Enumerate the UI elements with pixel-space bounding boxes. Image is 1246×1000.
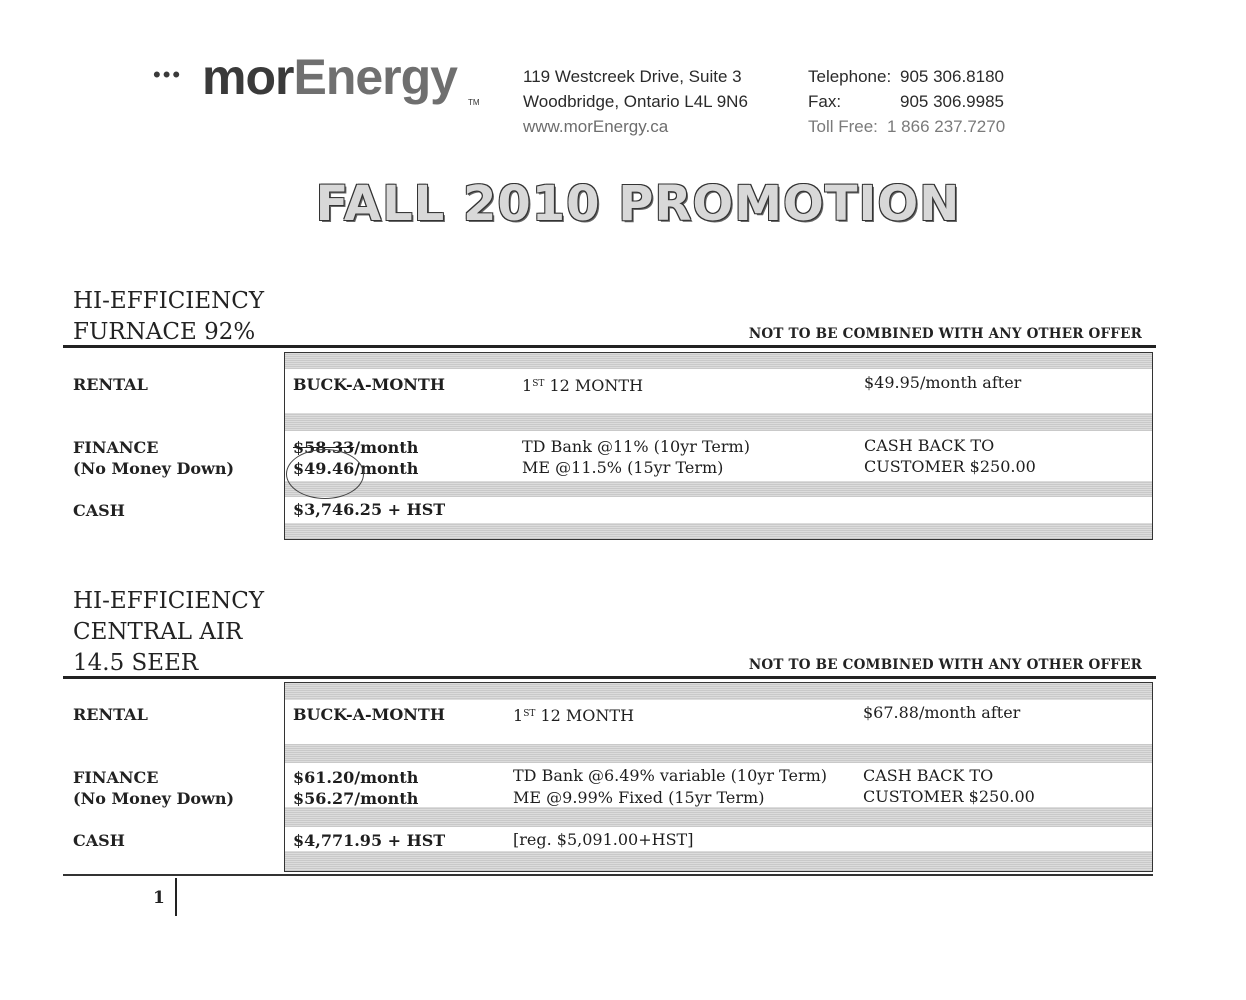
term-text: 12 MONTH bbox=[535, 706, 635, 725]
term-number: 1 bbox=[522, 376, 533, 395]
section-title-central-air bbox=[73, 586, 264, 679]
cashback-line2: CUSTOMER $250.00 bbox=[863, 787, 1035, 806]
cash-label: CASH bbox=[73, 501, 125, 520]
cashback-line2: CUSTOMER $250.00 bbox=[864, 457, 1036, 476]
rental-after-price: $49.95/month after bbox=[864, 373, 1022, 392]
cash-price: $3,746.25 + HST bbox=[293, 500, 446, 519]
page-number: 1 bbox=[153, 888, 165, 908]
page-number-divider bbox=[175, 878, 177, 916]
logo-trademark: TM bbox=[468, 98, 480, 107]
cash-price: $4,771.95 + HST bbox=[293, 831, 446, 850]
section-title-line: CENTRAL AIR bbox=[73, 619, 243, 645]
section-title-line: FURNACE 92% bbox=[73, 319, 256, 345]
finance-label-line2: (No Money Down) bbox=[73, 459, 235, 478]
company-contact bbox=[808, 64, 1005, 139]
finance-terms-2: ME @11.5% (15yr Term) bbox=[522, 458, 724, 477]
finance-label-line1: FINANCE bbox=[73, 768, 159, 787]
tollfree-label: Toll Free: bbox=[808, 117, 878, 136]
term-text: 12 MONTH bbox=[544, 376, 644, 395]
term-ordinal: ST bbox=[532, 379, 545, 389]
fax-number: 905 306.9985 bbox=[900, 92, 1004, 111]
address-line1: 119 Westcreek Drive, Suite 3 bbox=[523, 67, 742, 86]
telephone-number: 905 306.8180 bbox=[900, 67, 1004, 86]
rental-term bbox=[513, 704, 634, 726]
finance-label bbox=[73, 767, 234, 809]
address-line2: Woodbridge, Ontario L4L 9N6 bbox=[523, 92, 748, 111]
finance-label bbox=[73, 437, 234, 479]
website-link[interactable]: www.morEnergy.ca bbox=[523, 117, 669, 136]
rental-after-price: $67.88/month after bbox=[863, 703, 1021, 722]
finance-label-line1: FINANCE bbox=[73, 438, 159, 457]
term-ordinal: ST bbox=[523, 709, 536, 719]
offer-notice: NOT TO BE COMBINED WITH ANY OTHER OFFER bbox=[748, 326, 1142, 342]
logo-dots: ••• bbox=[153, 62, 183, 87]
section-title-line: 14.5 SEER bbox=[73, 650, 199, 676]
tollfree-number: 1 866 237.7270 bbox=[887, 117, 1006, 136]
finance-terms-2: ME @9.99% Fixed (15yr Term) bbox=[513, 788, 765, 807]
finance-price-1: $61.20/month bbox=[293, 768, 419, 787]
price-unit: /month bbox=[354, 438, 419, 457]
rental-plan: BUCK-A-MONTH bbox=[293, 705, 445, 724]
section-rule bbox=[63, 676, 1156, 679]
fax-label: Fax: bbox=[808, 92, 842, 111]
company-logo bbox=[202, 48, 457, 106]
rental-plan: BUCK-A-MONTH bbox=[293, 375, 445, 394]
cashback-line1: CASH BACK TO bbox=[864, 436, 995, 455]
term-number: 1 bbox=[513, 706, 524, 725]
promotion-title: FALL 2010 PROMOTION bbox=[315, 176, 961, 232]
cash-regular-price: [reg. $5,091.00+HST] bbox=[513, 830, 694, 849]
handwritten-circle bbox=[286, 449, 364, 499]
finance-label-line2: (No Money Down) bbox=[73, 789, 235, 808]
offer-notice: NOT TO BE COMBINED WITH ANY OTHER OFFER bbox=[748, 657, 1142, 673]
section-title-line: HI-EFFICIENCY bbox=[73, 588, 265, 614]
cashback-line1: CASH BACK TO bbox=[863, 766, 994, 785]
rental-term bbox=[522, 374, 643, 396]
telephone-label: Telephone: bbox=[808, 67, 892, 86]
section-title-line: HI-EFFICIENCY bbox=[73, 288, 265, 314]
finance-price-2: $56.27/month bbox=[293, 789, 419, 808]
rental-label: RENTAL bbox=[73, 705, 148, 724]
company-address bbox=[523, 64, 748, 139]
logo-text-a: mor bbox=[202, 49, 294, 105]
cash-label: CASH bbox=[73, 831, 125, 850]
section-rule bbox=[63, 345, 1156, 348]
bottom-rule bbox=[63, 874, 1153, 876]
logo-text-b: Energy bbox=[293, 49, 457, 105]
struck-price: $58.33 bbox=[293, 438, 355, 457]
finance-terms-1: TD Bank @6.49% variable (10yr Term) bbox=[513, 766, 828, 785]
finance-terms-1: TD Bank @11% (10yr Term) bbox=[522, 437, 750, 456]
finance-price-2: $49.46/month bbox=[293, 459, 419, 478]
section-title-furnace bbox=[73, 286, 264, 348]
rental-label: RENTAL bbox=[73, 375, 148, 394]
